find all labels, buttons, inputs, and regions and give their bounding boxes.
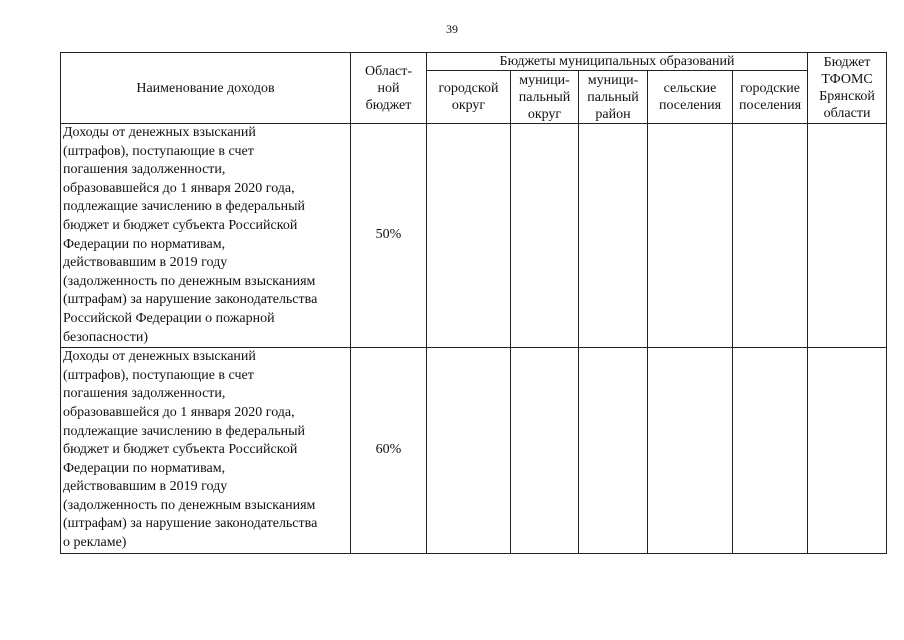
income-distribution-table xyxy=(60,52,887,554)
municipal-district-cell xyxy=(511,124,579,348)
municipal-area-cell xyxy=(579,124,648,348)
income-name-cell: Доходы от денежных взысканий (штрафов), поступающие в счет погашения задолженности, образовавшейся до 1 января 2020 года, подлежащие зачислению в федеральный бюджет и бюджет субъекта Российской Федерации по нормативам, действовавшим в 2019 году (задолженность по денежным взысканиям (штрафам) за нарушение законодательства о рекламе) xyxy=(61,348,351,554)
municipal-district-cell xyxy=(511,348,579,554)
regional-share-cell: 60% xyxy=(351,348,427,554)
municipal-area-cell xyxy=(579,348,648,554)
header-regional-budget: Област- ной бюджет xyxy=(351,53,427,124)
header-urban-settlements: городские поселения xyxy=(733,71,808,124)
header-municipal-area: муници- пальный район xyxy=(579,71,648,124)
header-income-name: Наименование доходов xyxy=(61,53,351,124)
rural-settlements-cell xyxy=(648,124,733,348)
table-row xyxy=(61,124,887,348)
city-district-cell xyxy=(427,348,511,554)
city-district-cell xyxy=(427,124,511,348)
table-row xyxy=(61,348,887,554)
header-municipal-district: муници- пальный округ xyxy=(511,71,579,124)
urban-settlements-cell xyxy=(733,124,808,348)
page-number: 39 xyxy=(446,22,458,36)
regional-share-cell: 50% xyxy=(351,124,427,348)
urban-settlements-cell xyxy=(733,348,808,554)
rural-settlements-cell xyxy=(648,348,733,554)
header-municipal-budgets: Бюджеты муниципальных образований xyxy=(427,53,808,71)
tfoms-cell xyxy=(808,124,887,348)
header-rural-settlements: сельские поселения xyxy=(648,71,733,124)
tfoms-cell xyxy=(808,348,887,554)
header-tfoms-budget: Бюджет ТФОМС Брянской области xyxy=(808,53,887,124)
income-name-cell: Доходы от денежных взысканий (штрафов), поступающие в счет погашения задолженности, образовавшейся до 1 января 2020 года, подлежащие зачислению в федеральный бюджет и бюджет субъекта Российской Федерации по нормативам, действовавшим в 2019 году (задолженность по денежным взысканиям (штрафам) за нарушение законодательства Российской Федерации о пожарной безопасности) xyxy=(61,124,351,348)
header-city-district: городской округ xyxy=(427,71,511,124)
